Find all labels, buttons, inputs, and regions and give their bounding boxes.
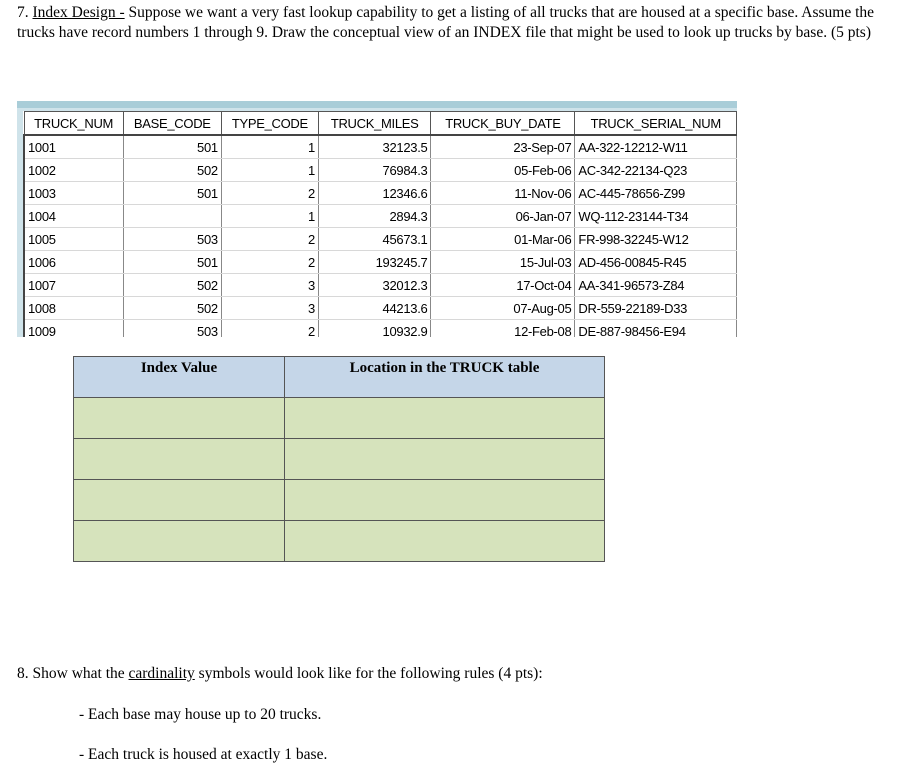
index-table-row [74,439,605,480]
col-header-truck-num: TRUCK_NUM [24,112,123,136]
question-7-number: 7. [17,4,29,21]
question-8-number: 8. [17,665,29,682]
truck-table-row [24,320,737,338]
cell-truck-buy-date: 07-Aug-05 [431,297,575,320]
index-table-row [74,521,605,562]
index-table [73,356,605,562]
cell-base-code: 502 [123,297,221,320]
question-7 [17,3,889,43]
truck-table [23,111,737,337]
cell-base-code: 501 [123,182,221,205]
cell-truck-serial-num: AA-322-12212-W11 [575,135,737,159]
truck-table-row [24,251,737,274]
cell-base-code [123,205,221,228]
truck-table-image [17,101,737,337]
cell-type-code: 2 [221,182,318,205]
cell-truck-num: 1006 [24,251,123,274]
cell-type-code: 2 [221,251,318,274]
cell-truck-num: 1001 [24,135,123,159]
rule-2: - Each truck is housed at exactly 1 base. [79,746,328,763]
question-8-text-after: symbols would look like for the following rules (4 pts): [198,665,543,682]
index-table-row [74,398,605,439]
cell-truck-miles: 32123.5 [318,135,431,159]
index-value-header: Index Value [74,357,285,398]
location-cell[interactable] [285,521,605,562]
index-table-header-row [74,357,605,398]
cell-type-code: 2 [221,228,318,251]
cell-truck-buy-date: 17-Oct-04 [431,274,575,297]
truck-table-row [24,205,737,228]
truck-table-row [24,228,737,251]
question-7-text: Suppose we want a very fast lookup capability to get a listing of all trucks that are housed at a specific base. Assume the trucks have record numbers 1 through 9. Draw the conceptual view of an INDEX file that might be used to look up trucks by base. (5 pts) [17,4,875,41]
cell-truck-buy-date: 06-Jan-07 [431,205,575,228]
col-header-base-code: BASE_CODE [123,112,221,136]
truck-table-row [24,182,737,205]
cell-type-code: 1 [221,205,318,228]
cell-truck-miles: 32012.3 [318,274,431,297]
cell-truck-num: 1007 [24,274,123,297]
col-header-truck-miles: TRUCK_MILES [318,112,431,136]
cell-truck-buy-date: 23-Sep-07 [431,135,575,159]
truck-table-header-row [24,112,737,136]
cell-base-code: 503 [123,320,221,338]
cell-truck-miles: 193245.7 [318,251,431,274]
cell-truck-buy-date: 11-Nov-06 [431,182,575,205]
cell-base-code: 502 [123,159,221,182]
cell-truck-serial-num: DE-887-98456-E94 [575,320,737,338]
cell-truck-serial-num: AC-342-22134-Q23 [575,159,737,182]
cell-truck-serial-num: FR-998-32245-W12 [575,228,737,251]
cell-base-code: 502 [123,274,221,297]
col-header-truck-buy-date: TRUCK_BUY_DATE [431,112,575,136]
cell-truck-miles: 45673.1 [318,228,431,251]
truck-table-row [24,274,737,297]
cell-base-code: 503 [123,228,221,251]
table-frame-top [17,101,737,108]
cell-truck-num: 1002 [24,159,123,182]
location-cell[interactable] [285,480,605,521]
cell-truck-num: 1005 [24,228,123,251]
index-value-cell[interactable] [74,521,285,562]
cell-base-code: 501 [123,135,221,159]
index-value-cell[interactable] [74,398,285,439]
cell-truck-serial-num: DR-559-22189-D33 [575,297,737,320]
question-8-text-before: Show what the [32,665,125,682]
cell-truck-serial-num: AA-341-96573-Z84 [575,274,737,297]
index-value-cell[interactable] [74,439,285,480]
col-header-type-code: TYPE_CODE [221,112,318,136]
cell-type-code: 3 [221,297,318,320]
cardinality-term: cardinality [128,665,195,682]
truck-table-row [24,297,737,320]
cell-truck-serial-num: WQ-112-23144-T34 [575,205,737,228]
cell-truck-buy-date: 12-Feb-08 [431,320,575,338]
cell-truck-serial-num: AD-456-00845-R45 [575,251,737,274]
question-8 [17,664,543,684]
cell-type-code: 2 [221,320,318,338]
cell-base-code: 501 [123,251,221,274]
location-cell[interactable] [285,439,605,480]
cell-truck-miles: 44213.6 [318,297,431,320]
cell-truck-miles: 10932.9 [318,320,431,338]
cell-truck-miles: 2894.3 [318,205,431,228]
index-table-row [74,480,605,521]
index-value-cell[interactable] [74,480,285,521]
cell-type-code: 3 [221,274,318,297]
truck-table-row [24,159,737,182]
col-header-truck-serial-num: TRUCK_SERIAL_NUM [575,112,737,136]
rule-1: - Each base may house up to 20 trucks. [79,706,322,723]
location-header: Location in the TRUCK table [285,357,605,398]
cell-truck-buy-date: 01-Mar-06 [431,228,575,251]
cell-type-code: 1 [221,135,318,159]
truck-table-row [24,135,737,159]
question-7-title: Index Design - [32,4,125,21]
cell-truck-num: 1004 [24,205,123,228]
cell-type-code: 1 [221,159,318,182]
location-cell[interactable] [285,398,605,439]
cell-truck-num: 1008 [24,297,123,320]
cell-truck-num: 1009 [24,320,123,338]
cell-truck-buy-date: 15-Jul-03 [431,251,575,274]
cell-truck-buy-date: 05-Feb-06 [431,159,575,182]
cell-truck-miles: 76984.3 [318,159,431,182]
cell-truck-num: 1003 [24,182,123,205]
cell-truck-serial-num: AC-445-78656-Z99 [575,182,737,205]
cell-truck-miles: 12346.6 [318,182,431,205]
